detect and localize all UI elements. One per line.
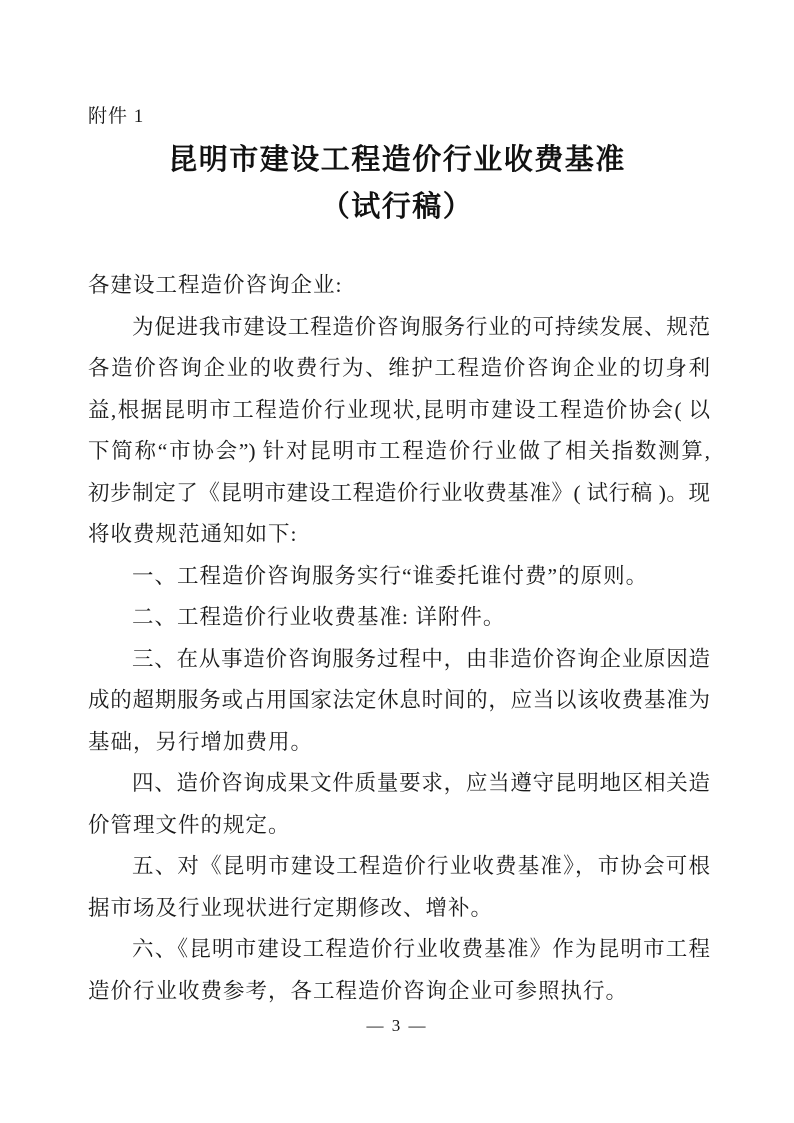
body-line: 益,根据昆明市工程造价行业现状,昆明市建设工程造价协会( 以 (88, 397, 710, 422)
body-line: 成的超期服务或占用国家法定休息时间的，应当以该收费基准为 (88, 688, 710, 712)
document-subtitle: （试行稿） (320, 191, 474, 223)
salutation-line: 各建设工程造价咨询企业: (88, 273, 343, 297)
body-line: 价管理文件的规定。 (88, 812, 291, 837)
page-number: — 3 — (366, 1016, 428, 1035)
body-line: 据市场及行业现状进行定期修改、增补。 (88, 895, 494, 920)
body-line-item-5: 五、对《昆明市建设工程造价行业收费基准》，市协会可根 (132, 854, 710, 878)
body-line: 为促进我市建设工程造价咨询服务行业的可持续发展、规范 (132, 314, 710, 339)
body-line: 各造价咨询企业的收费行为、维护工程造价咨询企业的切身利 (88, 356, 710, 380)
document-body (88, 265, 710, 1012)
body-line-item-6: 六、《昆明市建设工程造价行业收费基准》作为昆明市工程 (132, 937, 710, 961)
body-line: 下简称“市协会”) 针对昆明市工程造价行业做了相关指数测算, (88, 439, 710, 463)
body-line: 初步制定了《昆明市建设工程造价行业收费基准》( 试行稿 )。现 (88, 480, 710, 505)
body-line: 基础，另行增加费用。 (88, 729, 314, 754)
body-line-item-3: 三、在从事造价咨询服务过程中，由非造价咨询企业原因造 (132, 646, 710, 671)
body-line-item-1: 一、工程造价咨询服务实行“谁委托谁付费”的原则。 (132, 563, 649, 588)
body-line-item-4: 四、造价咨询成果文件质量要求，应当遵守昆明地区相关造 (132, 771, 710, 795)
attachment-label: 附件 1 (88, 106, 145, 127)
document-title: 昆明市建设工程造价行业收费基准 (168, 144, 626, 176)
body-line-item-2: 二、工程造价行业收费基准: 详附件。 (132, 605, 506, 629)
body-line: 将收费规范通知如下: (88, 522, 298, 546)
document-title-block (0, 136, 794, 229)
body-line: 造价行业收费参考，各工程造价咨询企业可参照执行。 (88, 978, 629, 1003)
